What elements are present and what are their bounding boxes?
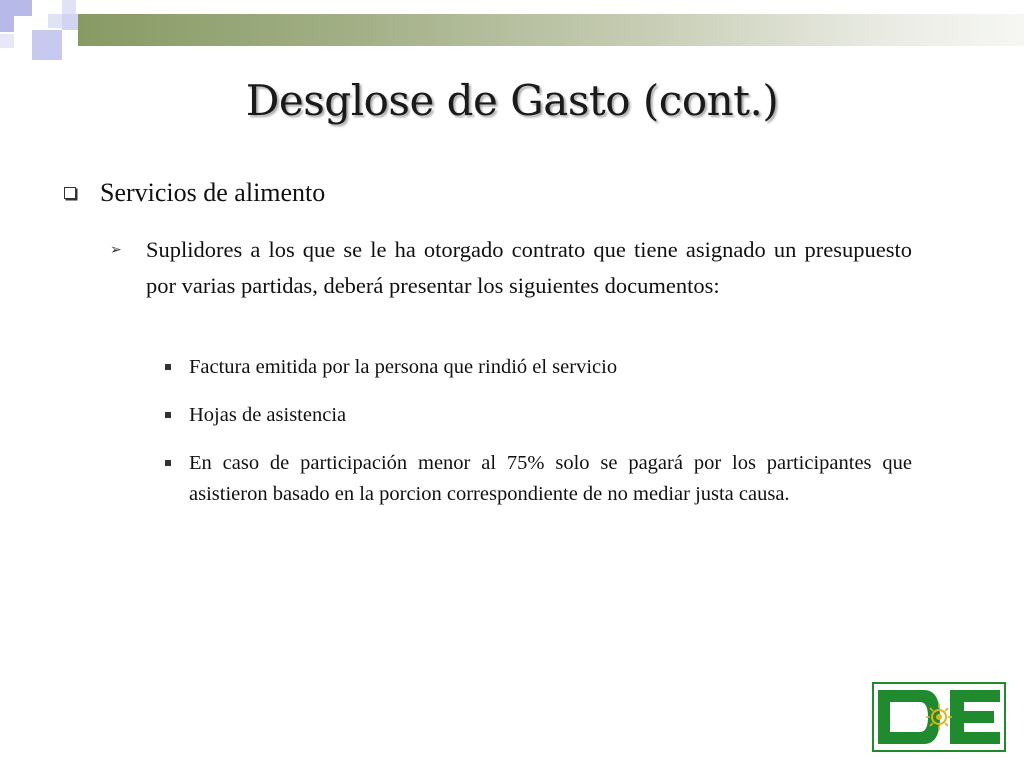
bullet-level1-text: Servicios de alimento	[100, 178, 326, 207]
decor-square	[32, 0, 62, 14]
bullet-level3-text: Hojas de asistencia	[189, 404, 347, 426]
slide-title: Desglose de Gasto (cont.)	[245, 76, 779, 125]
small-square-bullet-icon	[160, 448, 189, 510]
decor-square	[0, 34, 14, 48]
bullet-level2	[110, 232, 912, 304]
de-logo	[872, 682, 1006, 752]
decor-square	[62, 14, 78, 30]
small-square-bullet-icon	[160, 400, 189, 431]
arrow-bullet-icon: ➢	[110, 242, 122, 258]
bullet-level2-text: Suplidores a los que se le ha otorgado contrato que tiene asignado un presupuesto por varias partidas, deberá presentar los siguientes documentos:	[146, 237, 912, 298]
header-gradient-bar	[78, 14, 1024, 46]
bullet-level3	[160, 448, 912, 510]
bullet-level3-text: En caso de participación menor al 75% solo se pagará por los participantes que asistieron basado en la porcion correspondiente de no mediar justa causa.	[189, 452, 912, 505]
bullet-level1	[62, 178, 922, 208]
small-square-bullet-icon	[160, 352, 189, 383]
square-bullet-icon	[64, 187, 76, 199]
bullet-level3	[160, 400, 912, 431]
bullet-level3	[160, 352, 912, 383]
bullet-level3-text: Factura emitida por la persona que rindió el servicio	[189, 356, 618, 378]
decor-square	[14, 16, 32, 34]
decor-square	[32, 30, 62, 60]
